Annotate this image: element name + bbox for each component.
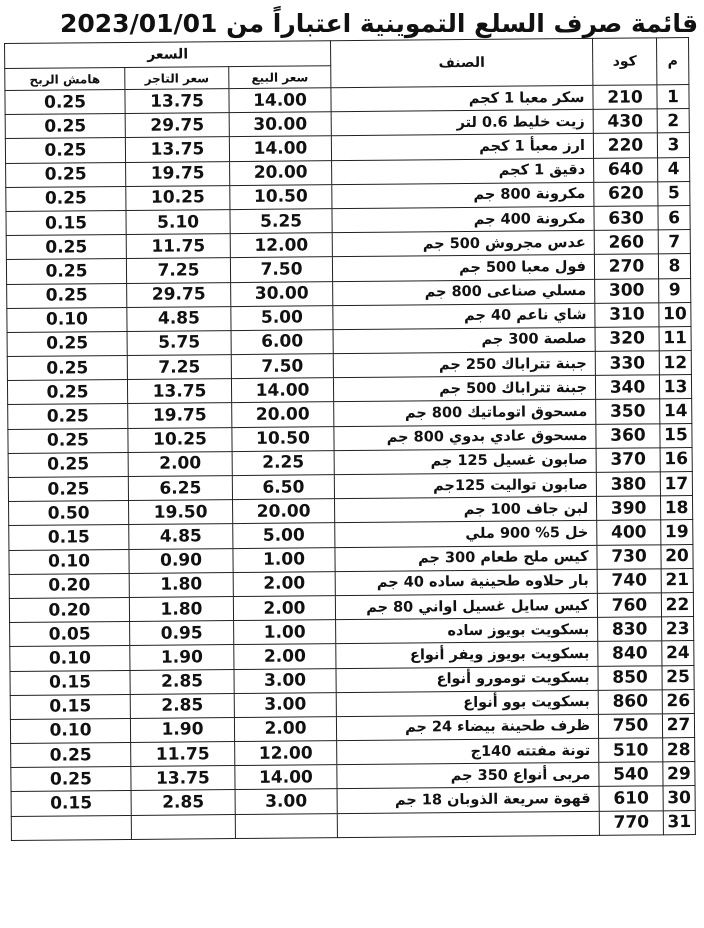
row-code-cell: 370 [596, 448, 660, 473]
row-index-cell: 20 [661, 544, 693, 568]
row-item-cell: جبنة تتراباك 250 جم [333, 351, 595, 377]
row-margin-cell: 0.25 [8, 404, 128, 429]
row-item-cell [337, 811, 599, 837]
row-merchant-price-cell: 11.75 [131, 742, 235, 767]
row-margin-cell: 0.20 [9, 573, 129, 598]
row-item-cell: صابون غسيل 125 جم [334, 448, 596, 474]
row-margin-cell: 0.10 [9, 549, 129, 574]
row-index-cell: 2 [657, 109, 689, 133]
row-merchant-price-cell: 4.85 [129, 524, 233, 549]
row-item-cell: ظرف طحينة بيضاء 24 جم [336, 714, 598, 740]
row-index-cell: 23 [662, 617, 694, 641]
row-merchant-price-cell: 7.25 [126, 258, 230, 283]
row-margin-cell: 0.25 [6, 186, 126, 211]
row-index-cell: 29 [663, 762, 695, 786]
row-margin-cell [11, 815, 131, 840]
row-item-cell: بار حلاوه طحينية ساده 40 جم [335, 569, 597, 595]
row-merchant-price-cell: 10.25 [126, 185, 230, 210]
row-sale-price-cell: 5.25 [230, 209, 332, 234]
row-margin-cell: 0.25 [11, 743, 131, 768]
row-index-cell: 3 [657, 133, 689, 157]
row-code-cell: 320 [595, 327, 659, 352]
row-margin-cell: 0.25 [7, 331, 127, 356]
row-index-cell: 5 [658, 181, 690, 205]
row-margin-cell: 0.25 [11, 767, 131, 792]
row-item-cell: بسكويت بويوز ويفر أنواع [336, 642, 598, 668]
row-merchant-price-cell: 13.75 [125, 89, 229, 114]
row-index-cell: 10 [659, 302, 691, 326]
row-margin-cell: 0.20 [9, 597, 129, 622]
row-sale-price-cell: 1.00 [234, 620, 336, 645]
row-merchant-price-cell: 19.75 [128, 403, 232, 428]
row-item-cell: تونة مفتته 140ج [337, 738, 599, 764]
row-item-cell: شاي ناعم 40 جم [333, 303, 595, 329]
row-code-cell: 390 [597, 496, 661, 521]
row-merchant-price-cell: 29.75 [125, 113, 229, 138]
row-margin-cell: 0.15 [6, 210, 126, 235]
row-index-cell: 13 [659, 375, 691, 399]
row-code-cell: 730 [597, 544, 661, 569]
row-margin-cell: 0.25 [8, 476, 128, 501]
row-merchant-price-cell: 7.25 [127, 355, 231, 380]
row-item-cell: مكرونة 400 جم [332, 206, 594, 232]
row-code-cell: 830 [598, 617, 662, 642]
row-index-cell: 7 [658, 230, 690, 254]
row-item-cell: دقيق 1 كجم [332, 158, 594, 184]
row-sale-price-cell: 6.50 [232, 475, 334, 500]
row-code-cell: 610 [599, 786, 663, 811]
row-item-cell: قهوة سريعة الذوبان 18 جم [337, 787, 599, 813]
row-index-cell: 1 [657, 85, 689, 109]
row-sale-price-cell: 6.00 [231, 330, 333, 355]
row-margin-cell: 0.25 [5, 138, 125, 163]
header-item: الصنف [331, 38, 593, 87]
row-merchant-price-cell: 5.75 [127, 330, 231, 355]
row-margin-cell: 0.15 [10, 670, 130, 695]
row-item-cell: فول معبا 500 جم [332, 255, 594, 281]
row-index-cell: 21 [661, 568, 693, 592]
row-sale-price-cell: 14.00 [231, 378, 333, 403]
row-index-cell: 6 [658, 205, 690, 229]
row-item-cell: مسلي صناعى 800 جم [333, 279, 595, 305]
row-index-cell: 31 [663, 810, 695, 834]
row-sale-price-cell: 3.00 [234, 692, 336, 717]
row-merchant-price-cell: 1.90 [130, 645, 234, 670]
row-sale-price-cell: 14.00 [229, 88, 331, 113]
row-index-cell: 12 [659, 351, 691, 375]
row-code-cell: 210 [593, 85, 657, 110]
row-margin-cell: 0.25 [7, 380, 127, 405]
table-body [5, 85, 696, 841]
row-merchant-price-cell: 29.75 [127, 282, 231, 307]
header-merchant-price: سعر التاجر [125, 67, 229, 90]
row-item-cell: مكرونة 800 جم [332, 182, 594, 208]
row-margin-cell: 0.05 [10, 622, 130, 647]
row-merchant-price-cell [131, 814, 235, 839]
row-index-cell: 27 [662, 713, 694, 737]
row-sale-price-cell: 30.00 [231, 281, 333, 306]
row-code-cell: 840 [598, 641, 662, 666]
row-code-cell: 270 [594, 254, 658, 279]
row-index-cell: 19 [661, 520, 693, 544]
row-code-cell: 360 [596, 423, 660, 448]
row-index-cell: 14 [660, 399, 692, 423]
row-margin-cell: 0.25 [7, 356, 127, 381]
row-code-cell: 760 [597, 593, 661, 618]
row-code-cell: 330 [595, 351, 659, 376]
row-merchant-price-cell: 13.75 [127, 379, 231, 404]
row-index-cell: 8 [658, 254, 690, 278]
row-index-cell: 18 [661, 496, 693, 520]
row-code-cell: 640 [594, 157, 658, 182]
row-code-cell: 220 [593, 133, 657, 158]
row-merchant-price-cell: 2.85 [130, 693, 234, 718]
row-margin-cell: 0.10 [10, 646, 130, 671]
row-margin-cell: 0.25 [6, 259, 126, 284]
price-table [4, 37, 696, 841]
row-sale-price-cell: 2.00 [233, 596, 335, 621]
row-margin-cell: 0.15 [10, 694, 130, 719]
row-sale-price-cell: 3.00 [235, 789, 337, 814]
row-merchant-price-cell: 1.80 [129, 572, 233, 597]
row-sale-price-cell: 12.00 [230, 233, 332, 258]
row-item-cell: مسحوق عادي بدوي 800 جم [334, 424, 596, 450]
row-item-cell: عدس مجروش 500 جم [332, 231, 594, 257]
row-item-cell: جبنة تتراباك 500 جم [333, 376, 595, 402]
row-margin-cell: 0.10 [10, 718, 130, 743]
row-item-cell: بسكويت تومورو أنواع [336, 666, 598, 692]
row-code-cell: 310 [595, 303, 659, 328]
row-index-cell: 9 [659, 278, 691, 302]
row-sale-price-cell: 10.50 [232, 426, 334, 451]
row-merchant-price-cell: 4.85 [127, 306, 231, 331]
row-index-cell: 16 [660, 447, 692, 471]
row-margin-cell: 0.50 [9, 501, 129, 526]
row-index-cell: 11 [659, 326, 691, 350]
row-code-cell: 850 [598, 665, 662, 690]
row-merchant-price-cell: 5.10 [126, 210, 230, 235]
row-code-cell: 340 [595, 375, 659, 400]
row-merchant-price-cell: 0.90 [129, 548, 233, 573]
row-code-cell: 860 [598, 690, 662, 715]
document-title: قائمة صرف السلع التموينية اعتباراً من 2023/01/01 [60, 9, 699, 38]
row-code-cell: 770 [599, 810, 663, 835]
row-merchant-price-cell: 19.50 [129, 500, 233, 525]
row-margin-cell: 0.25 [5, 89, 125, 114]
row-sale-price-cell: 12.00 [235, 741, 337, 766]
row-sale-price-cell: 2.00 [234, 644, 336, 669]
row-sale-price-cell: 20.00 [232, 402, 334, 427]
row-index-cell: 4 [658, 157, 690, 181]
row-index-cell: 28 [663, 738, 695, 762]
row-item-cell: ارز معبأ 1 كجم [331, 134, 593, 160]
row-merchant-price-cell: 2.85 [130, 669, 234, 694]
header-sale-price: سعر البيع [229, 66, 331, 89]
row-merchant-price-cell: 1.90 [130, 717, 234, 742]
row-index-cell: 26 [662, 689, 694, 713]
header-row-top [5, 38, 689, 69]
row-code-cell: 540 [599, 762, 663, 787]
row-sale-price-cell: 5.00 [233, 523, 335, 548]
row-index-cell: 17 [660, 472, 692, 496]
row-item-cell: لبن جاف 100 جم [335, 497, 597, 523]
row-margin-cell: 0.25 [7, 283, 127, 308]
row-item-cell: صلصة 300 جم [333, 327, 595, 353]
row-merchant-price-cell: 1.80 [129, 596, 233, 621]
row-item-cell: بسكويت بويوز ساده [336, 618, 598, 644]
row-sale-price-cell: 1.00 [233, 547, 335, 572]
row-margin-cell: 0.15 [9, 525, 129, 550]
row-merchant-price-cell: 11.75 [126, 234, 230, 259]
row-sale-price-cell: 7.50 [230, 257, 332, 282]
row-code-cell: 400 [597, 520, 661, 545]
row-code-cell: 630 [594, 206, 658, 231]
row-sale-price-cell: 2.00 [234, 717, 336, 742]
row-item-cell: صابون تواليت 125جم [334, 472, 596, 498]
row-sale-price-cell: 20.00 [230, 160, 332, 185]
row-index-cell: 24 [662, 641, 694, 665]
row-merchant-price-cell: 19.75 [126, 161, 230, 186]
price-table-wrapper [4, 37, 704, 841]
row-margin-cell: 0.10 [7, 307, 127, 332]
row-margin-cell: 0.25 [6, 235, 126, 260]
row-item-cell: سكر معبا 1 كجم [331, 85, 593, 111]
row-merchant-price-cell: 10.25 [128, 427, 232, 452]
row-index-cell: 22 [661, 592, 693, 616]
row-margin-cell: 0.25 [8, 452, 128, 477]
row-merchant-price-cell: 0.95 [130, 621, 234, 646]
row-sale-price-cell: 30.00 [229, 112, 331, 137]
row-merchant-price-cell: 13.75 [125, 137, 229, 162]
row-margin-cell: 0.25 [5, 114, 125, 139]
row-item-cell: زيت خليط 0.6 لتر [331, 110, 593, 136]
row-index-cell: 30 [663, 786, 695, 810]
row-index-cell: 25 [662, 665, 694, 689]
row-merchant-price-cell: 2.00 [128, 451, 232, 476]
row-sale-price-cell: 5.00 [231, 305, 333, 330]
row-code-cell: 380 [596, 472, 660, 497]
row-code-cell: 750 [598, 714, 662, 739]
row-item-cell: خل 5% 900 ملي [335, 521, 597, 547]
row-sale-price-cell: 2.00 [233, 571, 335, 596]
row-sale-price-cell: 7.50 [231, 354, 333, 379]
row-code-cell: 260 [594, 230, 658, 255]
row-merchant-price-cell: 13.75 [131, 766, 235, 791]
row-merchant-price-cell: 2.85 [131, 790, 235, 815]
row-sale-price-cell: 14.00 [229, 136, 331, 161]
row-sale-price-cell: 10.50 [230, 184, 332, 209]
header-code: كود [593, 38, 657, 86]
row-code-cell: 620 [594, 182, 658, 207]
row-sale-price-cell: 14.00 [235, 765, 337, 790]
table-row [11, 810, 695, 840]
row-code-cell: 510 [599, 738, 663, 763]
row-margin-cell: 0.15 [11, 791, 131, 816]
row-item-cell: مسحوق اتوماتيك 800 جم [334, 400, 596, 426]
row-sale-price-cell: 3.00 [234, 668, 336, 693]
row-item-cell: كيس سايل غسيل اواني 80 جم [335, 593, 597, 619]
row-code-cell: 740 [597, 569, 661, 594]
header-index: م [657, 38, 689, 85]
row-item-cell: كيس ملح طعام 300 جم [335, 545, 597, 571]
row-item-cell: مربى أنواع 350 جم [337, 763, 599, 789]
row-code-cell: 430 [593, 109, 657, 134]
row-code-cell: 300 [595, 278, 659, 303]
row-sale-price-cell: 20.00 [233, 499, 335, 524]
header-price-group: السعر [5, 41, 331, 69]
header-margin: هامش الربح [5, 67, 125, 90]
row-merchant-price-cell: 6.25 [128, 476, 232, 501]
row-sale-price-cell: 2.25 [232, 450, 334, 475]
row-index-cell: 15 [660, 423, 692, 447]
row-item-cell: بسكويت بوو أنواع [336, 690, 598, 716]
row-margin-cell: 0.25 [6, 162, 126, 187]
row-sale-price-cell [235, 813, 337, 838]
row-code-cell: 350 [596, 399, 660, 424]
row-margin-cell: 0.25 [8, 428, 128, 453]
